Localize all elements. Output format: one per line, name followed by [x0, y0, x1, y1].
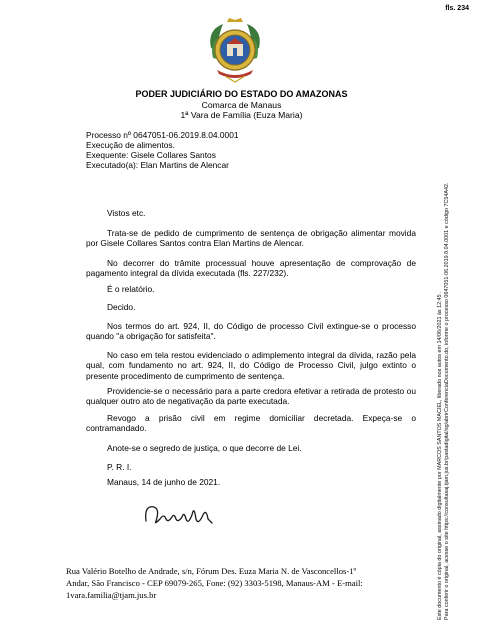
paragraph-1-text: Trata-se de pedido de cumprimento de sentença de obrigação alimentar movida por Gisele Collares Santos contra Elan Martins de Alencar. [86, 228, 416, 249]
date-text: Manaus, 14 de junho de 2021. [107, 477, 221, 487]
vara-name: 1ª Vara de Família (Euza Maria) [180, 110, 303, 120]
decido-text: Decido. [107, 302, 136, 312]
decido [86, 302, 416, 312]
date [86, 477, 416, 487]
footer-address [66, 566, 401, 601]
side-note-line-1: Este documento é cópia do original, assinado digitalmente por MARCOS SANTOS MACIEL, liberado nos autos em 14/06/2021 às 12:45 . [437, 291, 443, 620]
paragraph-3 [86, 321, 416, 342]
pri-text: P. R. I. [107, 462, 132, 472]
paragraph-1 [86, 228, 416, 249]
case-number: Processo nº 0647051-06.2019.8.04.0001 [86, 130, 239, 140]
digital-signature-note [437, 0, 452, 620]
paragraph-6-text: Revogo a prisão civil em regime domiciliar decretada. Expeça-se o contramandado. [86, 413, 416, 434]
paragraph-7-text: Anote-se o segredo de justiça, o que decorre de Lei. [107, 443, 302, 453]
relatorio [86, 284, 416, 294]
paragraph-7 [86, 443, 416, 453]
paragraph-2-text: No decorrer do trâmite processual houve apresentação de comprovação de pagamento integral da dívida executada (fls. 227/232). [86, 258, 416, 279]
footer-line-1: Rua Valério Botelho de Andrade, s/n, Fórum Des. Euza Maria N. de Vasconcellos-1º [66, 566, 357, 576]
side-note-line-2: Para conferir o original, acesse o site https://consultasaj.tjam.jus.br/pastadigital/sg/abrirConferenciaDocumento.do, informe o processo 0647051-06.2019.8.04.0001 e código 7C54A42. [444, 182, 451, 620]
case-executado: Executado(a): Elan Martins de Alencar [86, 160, 229, 170]
paragraph-3-text: Nos termos do art. 924, II, do Código de processo Civil extingue-se o processo quando "a obrigação for satisfeita". [86, 321, 416, 342]
paragraph-2 [86, 258, 416, 279]
footer-line-2: Andar, São Francisco - CEP 69079-265, Fone: (92) 3303-5198, Manaus-AM - E-mail: [66, 577, 363, 588]
paragraph-6 [86, 413, 416, 434]
page-number: fls. 234 [445, 5, 469, 12]
pri [86, 462, 416, 472]
comarca-name: Comarca de Manaus [201, 100, 282, 110]
paragraph-5 [86, 386, 416, 407]
vistos [86, 208, 416, 218]
footer-line-3: 1vara.familia@tjam.jus.br [66, 589, 157, 600]
court-coat-of-arms-icon [205, 18, 265, 84]
handwritten-signature-icon [140, 495, 220, 531]
paragraph-5-text: Providencie-se o necessário para a parte credora efetivar a retirada de protesto ou qualquer outro ato de negativação da parte executada. [86, 386, 416, 407]
relatorio-text: É o relatório. [107, 284, 155, 294]
case-exequente: Exequente: Gisele Collares Santos [86, 150, 216, 160]
vistos-text: Vistos etc. [107, 208, 146, 218]
paragraph-4 [86, 350, 416, 381]
paragraph-4-text: No caso em tela restou evidenciado o adimplemento integral da dívida, razão pela qual, com fundamento no art. 924, II, do Código de Processo Civil, julgo extinto o presente procedimento de cumprimento de sentença. [86, 350, 416, 381]
case-class: Execução de alimentos. [86, 140, 175, 150]
court-name: PODER JUDICIÁRIO DO ESTADO DO AMAZONAS [135, 89, 348, 99]
